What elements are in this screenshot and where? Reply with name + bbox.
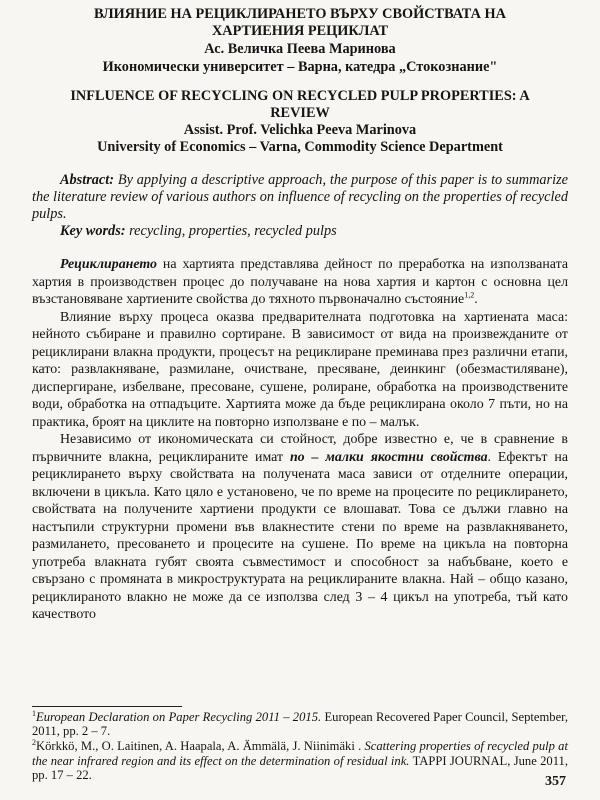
footnote-1-title: European Declaration on Paper Recycling 2011 – 2015. xyxy=(36,710,322,724)
footnote-2-number: 2 xyxy=(32,738,36,748)
footnotes xyxy=(32,710,568,783)
title-en-line2: REVIEW xyxy=(270,105,330,121)
paragraph-1-text: на хартията представлява дейност по преработка на използваната хартия в производствен процес до получаване на нова хартия и картон с основна цел възстановяване хартиените свойства до тяхното първоначално състояние xyxy=(32,257,568,307)
title-en-line1: INFLUENCE OF RECYCLING ON RECYCLED PULP PROPERTIES: A xyxy=(70,88,530,104)
footnote-2-authors: Körkkö, M., O. Laitinen, A. Haapala, A. Ämmälä, J. Niinimäki . xyxy=(36,739,365,754)
abstract-label: Abstract: xyxy=(60,172,115,188)
author-bg: Ас. Величка Пеева Маринова xyxy=(204,41,396,57)
paragraph-3 xyxy=(32,431,568,624)
footnote-1-rest: European Recovered Paper Council, September, 2011, pp. 2 – 7. xyxy=(32,710,568,739)
paragraph-3-text-a: Независимо от икономическата си стойност, добре известно е, че в сравнение в първичните влакна, рециклираните имат xyxy=(32,432,568,465)
abstract xyxy=(32,172,568,223)
footnote-2 xyxy=(32,739,568,782)
affiliation-en: University of Economics – Varna, Commodity Science Department xyxy=(97,139,503,155)
title-bg-line1: ВЛИЯНИЕ НА РЕЦИКЛИРАНЕТО ВЪРХУ СВОЙСТВАТА НА xyxy=(94,6,506,22)
paragraph-1-end: . xyxy=(474,292,478,307)
page-number: 357 xyxy=(545,774,566,789)
author-en: Assist. Prof. Velichka Peeva Marinova xyxy=(183,122,417,138)
footnote-1 xyxy=(32,710,568,738)
footnote-separator xyxy=(32,706,182,707)
term-lower-strength: по – малки якостни свойства xyxy=(289,449,488,465)
term-recycling: Рециклирането xyxy=(60,257,157,272)
body-text xyxy=(32,256,568,624)
paragraph-3-text-b: . Ефектът на рециклирането върху свойствата на получената маса зависи от отделните операции, включени в цикъла. Като цяло е установено, че по време на процесите по рециклирането, свойствата на получените хартиени продукти се влошават. Това се дължи главно на настъпили структурни промени във влакнестите стени по време на развлакняването, размилането, пресоването и процесите на сушене. По време на цикъла на повторна употреба влакната губят своята съвместимост и способност за набъбване, което е свързано с промяната в микроструктурата на рециклираните влакна. Най – общо казано, рециклираното влакно не може да се използва след 3 – 4 цикъл на употреба, тъй като качеството xyxy=(32,449,568,622)
affiliation-bg: Икономически университет – Варна, катедра „Стокознание" xyxy=(102,59,498,75)
header-bulgarian xyxy=(32,6,568,76)
keywords xyxy=(32,223,568,240)
footnote-ref-1-2: 1,2 xyxy=(464,290,475,300)
paragraph-2: Влияние върху процеса оказва предварителната подготовка на хартиената маса: нейното събиране и правилно сортиране. В зависимост от вида на произвежданите от рециклирани влакна продукти, процесът на рециклиране преминава през различни етапи, като: развлакняване, размилане, очистване, пресяване, деинкинг (обезмастиляване), диспергиране, избелване, пресоване, сушене, ролиране, обработка на производствените води, обработка на отпадъците. Хартията може да бъде рециклирана около 7 пъти, но на практика, броят на циклите на повторно използване е по – малък. xyxy=(32,309,568,430)
footnote-2-rest: TAPPI JOURNAL, June 2011, pp. 17 – 22. xyxy=(32,753,569,782)
header-spacer xyxy=(32,76,568,88)
keywords-label: Key words: xyxy=(60,223,126,239)
keywords-text: recycling, properties, recycled pulps xyxy=(125,223,337,239)
title-bg-line2: ХАРТИЕНИЯ РЕЦИКЛАТ xyxy=(211,23,389,39)
header-english xyxy=(32,88,568,156)
abstract-text: By applying a descriptive approach, the purpose of this paper is to summarize the literature review of various authors on influence of recycling on the properties of recycled pulps. xyxy=(32,172,568,222)
footnote-1-number: 1 xyxy=(32,708,36,718)
footnote-2-title: Scattering properties of recycled pulp at the near infrared region and its effect on the determination of residual ink. xyxy=(32,739,568,768)
paragraph-1 xyxy=(32,256,568,309)
